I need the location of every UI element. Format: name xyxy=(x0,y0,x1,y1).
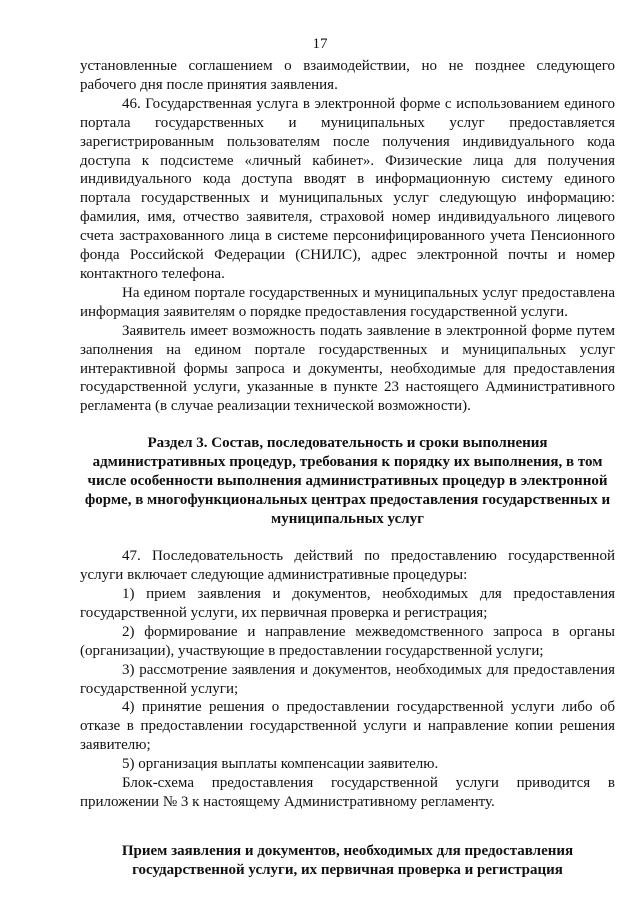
section-3-heading: Раздел 3. Состав, последовательность и сроки выполнения административных процедур, требования к порядку их выполнения, в том числе особенности выполнения административных процедур в электронной форме, в многофункциональных центрах предоставления государственных и муниципальных услуг xyxy=(84,435,611,528)
list-item-procedure-4: 4) принятие решения о предоставлении государственной услуги либо об отказе в предоставлении государственной услуги и направление копии решения заявителю; xyxy=(80,699,615,754)
list-item-procedure-5: 5) организация выплаты компенсации заявителю. xyxy=(122,756,439,773)
paragraph-item-47-intro: 47. Последовательность действий по предоставлению государственной услуги включает следующие административные процедуры: xyxy=(80,548,615,584)
paragraph-continuation: установленные соглашением о взаимодействии, но не позднее следующего рабочего дня после принятия заявления. xyxy=(80,58,615,93)
page-number: 17 xyxy=(312,36,328,52)
paragraph-portal-info: На едином портале государственных и муниципальных услуг предоставлена информация заявителям о порядке предоставления государственной услуги. xyxy=(80,284,615,320)
page-content xyxy=(80,57,615,880)
list-item-procedure-2: 2) формирование и направление межведомственного запроса в органы (организации), участвующие в предоставлении государственной услуги; xyxy=(80,623,615,659)
paragraph-electronic-application: Заявитель имеет возможность подать заявление в электронной форме путем заполнения на едином портале государственных и муниципальных услуг интерактивной формы запроса и документы, необходимые для предоставления государственной услуги, указанные в пункте 23 настоящего Административного регламента (в случае реализации технической возможности). xyxy=(80,322,615,415)
list-item-procedure-3: 3) рассмотрение заявления и документов, необходимых для предоставления государственной услуги; xyxy=(80,661,615,697)
list-item-procedure-1: 1) прием заявления и документов, необходимых для предоставления государственной услуги, их первичная проверка и регистрация; xyxy=(80,586,615,621)
paragraph-block-scheme: Блок-схема предоставления государственной услуги приводится в приложении № 3 к настоящему Административному регламенту. xyxy=(80,775,615,810)
subsection-heading: Прием заявления и документов, необходимых для предоставления государственной услуги, их первичная проверка и регистрация xyxy=(121,842,574,878)
paragraph-item-46: 46. Государственная услуга в электронной форме с использованием единого портала государственных и муниципальных услуг предоставляется зарегистрированным пользователям после получения индивидуального кода доступа к подсистеме «личный кабинет». Физические лица для получения индивидуального кода доступа вводят в информационную систему единого портала государственных и муниципальных услуг следующую информацию: фамилия, имя, отчество заявителя, страховой номер индивидуального лицевого счета застрахованного лица в системе персонифицированного учета Пенсионного фонда Российской Федерации (СНИЛС), адрес электронной почты и номер контактного телефона. xyxy=(80,95,615,282)
